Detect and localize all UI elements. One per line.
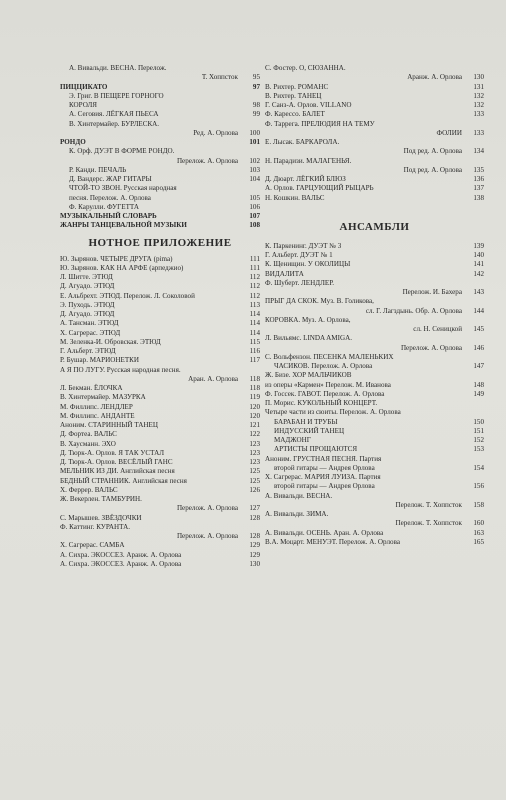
toc-entry-title: Ж. Векерлен. ТАМБУРИН. <box>60 495 142 503</box>
toc-entry <box>60 110 260 119</box>
toc-entry-page: 120 <box>249 411 260 420</box>
toc-entry-title: КОРОЛЯ <box>69 101 98 109</box>
toc-entry-page: 107 <box>249 212 260 220</box>
toc-entry <box>60 384 260 393</box>
toc-entry <box>265 297 484 306</box>
toc-entry-title: Перелож. А. Орлова <box>400 343 462 352</box>
toc-entry-title: Э. Григ. В ПЕЩЕРЕ ГОРНОГО <box>69 91 164 100</box>
toc-entry-title: С. Фостер. О, СЮЗАННА. <box>265 64 346 72</box>
toc-entry-page: 112 <box>249 282 260 291</box>
toc-entry <box>265 166 484 175</box>
toc-entry-page: 147 <box>473 362 484 370</box>
toc-entry <box>265 270 484 279</box>
toc-entry <box>60 129 260 138</box>
toc-entry-page: 126 <box>249 485 260 494</box>
toc-entry-title: В. Хинтермайер. МАЗУРКА <box>60 393 146 402</box>
toc-entry-page: 141 <box>473 260 484 269</box>
toc-entry-page: 163 <box>473 528 484 537</box>
toc-entry-title: Д. Тюрк-А. Орлов. Я ТАК УСТАЛ <box>60 448 165 457</box>
toc-entry-title: Т. Хоппсток <box>201 73 238 82</box>
toc-entry-title: БЕДНЫЙ СТРАННИК. Английская песня <box>60 476 187 485</box>
toc-entry <box>265 101 484 110</box>
toc-entry <box>60 495 260 504</box>
toc-entry-page: 152 <box>473 436 484 444</box>
toc-entry-title: А. Вивальди. ВЕСНА. Перелож. <box>69 64 167 72</box>
toc-entry <box>60 319 260 328</box>
toc-entry-page: 111 <box>249 263 260 272</box>
toc-entry <box>60 292 260 301</box>
toc-entry-page: 104 <box>249 175 260 183</box>
toc-entry-title: Г. Санз-А. Орлов. VILLANO <box>265 101 352 109</box>
toc-entry <box>265 482 484 491</box>
toc-entry <box>265 510 484 519</box>
toc-entry-title: ПРЫГ ДА СКОК. Муз. В. Голикова, <box>265 297 374 306</box>
toc-entry-page: 120 <box>249 402 260 411</box>
toc-entry <box>60 92 260 101</box>
toc-entry <box>265 455 484 464</box>
toc-entry-title: Д. Фортеа. ВАЛЬС <box>60 430 117 439</box>
toc-entry-title: ПИЦЦИКАТО <box>60 82 108 91</box>
toc-entry <box>60 467 260 476</box>
toc-entry <box>60 504 260 513</box>
toc-entry <box>60 166 260 175</box>
toc-entry-title: Аранж. А. Орлова <box>407 73 462 82</box>
toc-entry <box>60 221 260 230</box>
toc-entry <box>60 194 260 203</box>
toc-entry <box>265 316 484 325</box>
toc-entry <box>60 412 260 421</box>
section-heading-ensembles: АНСАМБЛИ <box>339 220 410 233</box>
toc-entry <box>265 427 484 436</box>
toc-entry-title: Аран. А. Орлова <box>188 374 238 383</box>
toc-entry-page: 114 <box>249 328 260 337</box>
toc-entry <box>60 514 260 523</box>
toc-entry-page: 151 <box>473 426 484 435</box>
toc-entry-title: сл. Г. Лагздынь. Обр. А. Орлова <box>365 306 462 315</box>
toc-entry <box>60 329 260 338</box>
toc-entry-page: 130 <box>249 559 260 568</box>
toc-entry-page: 116 <box>249 347 260 355</box>
toc-entry <box>265 399 484 408</box>
toc-entry <box>265 279 484 288</box>
toc-entry <box>60 101 260 110</box>
toc-entry <box>60 120 260 129</box>
toc-entry-title: М. Зеленка-И. Обровская. ЭТЮД <box>60 337 161 346</box>
toc-entry <box>265 129 484 138</box>
toc-entry-title: Ф. Карулли. ФУГЕТТА <box>69 202 140 211</box>
toc-entry-page: 123 <box>249 458 260 466</box>
toc-entry-title: М. Филлипс. АНДАНТЕ <box>60 411 135 420</box>
toc-entry-page: 145 <box>473 325 484 333</box>
toc-entry-title: МЕЛЬНИК ИЗ ДИ. Английская песня <box>60 467 175 476</box>
toc-entry-page: 139 <box>473 241 484 250</box>
toc-entry-page: 131 <box>473 82 484 91</box>
toc-entry-title: Р. Бушар. МАРИОНЕТКИ <box>60 356 140 365</box>
toc-entry <box>60 523 260 532</box>
toc-entry-title: Х. Сагрерас. ЭТЮД <box>60 328 121 337</box>
toc-entry-title: Перелож. А. Орлова <box>176 156 238 165</box>
toc-entry-page: 133 <box>473 128 484 137</box>
toc-entry-page: 127 <box>249 504 260 513</box>
toc-entry-page: 154 <box>473 463 484 472</box>
toc-entry-title: КОРОВКА. Муз. А. Орлова, <box>265 315 351 324</box>
toc-entry <box>265 325 484 334</box>
toc-entry-title: Ред. А. Орлова <box>193 128 238 137</box>
toc-entry <box>265 64 484 73</box>
toc-entry <box>60 138 260 147</box>
toc-entry <box>60 83 260 92</box>
toc-entry-title: Л. Шитте. ЭТЮД <box>60 273 113 281</box>
toc-entry <box>265 83 484 92</box>
toc-entry-title: второй гитары — Андрея Орлова <box>274 463 375 472</box>
toc-entry-title: АРТИСТЫ ПРОЩАЮТСЯ <box>274 445 358 454</box>
toc-entry-page: 112 <box>249 291 260 300</box>
toc-entry-page: 111 <box>249 254 260 263</box>
toc-entry-page: 113 <box>249 300 260 309</box>
toc-entry-title: сл. Н. Сеницкой <box>413 325 462 333</box>
toc-entry-title: Е. Альбрехт. ЭТЮД. Перелож. Л. Соколовой <box>60 291 195 300</box>
toc-entry <box>60 486 260 495</box>
toc-entry-title: Ф. Каттинг. КУРАНТА. <box>60 522 130 531</box>
toc-entry <box>265 473 484 482</box>
toc-entry-title: А. Сихра. ЭКОССЕЗ. Аранж. А. Орлова <box>60 559 182 568</box>
toc-entry-page: 133 <box>473 110 484 119</box>
left-entries-b <box>60 255 260 570</box>
toc-entry <box>60 255 260 264</box>
toc-entry-title: Д. Агуадо. ЭТЮД <box>60 310 115 318</box>
toc-entry <box>265 344 484 353</box>
toc-entry-page: 95 <box>252 73 260 82</box>
toc-entry <box>265 307 484 316</box>
toc-entry-title: Х. Сагрерас. МАРИЯ ЛУИЗА. Партия <box>265 473 381 481</box>
toc-entry <box>60 310 260 319</box>
toc-entry <box>265 251 484 260</box>
toc-entry <box>60 147 260 156</box>
toc-entry <box>60 282 260 291</box>
toc-entry <box>60 440 260 449</box>
toc-entry-page: 112 <box>249 273 260 281</box>
toc-entry-title: ИНДУССКИЙ ТАНЕЦ <box>274 426 345 435</box>
toc-entry <box>265 408 484 417</box>
toc-entry <box>265 120 484 129</box>
toc-entry-page: 160 <box>473 519 484 528</box>
toc-entry-title: ЧАСИКОВ. Перелож. А. Орлова <box>274 362 373 370</box>
right-entries-b <box>265 242 484 547</box>
toc-entry-title: ЖАНРЫ ТАНЦЕВАЛЬНОЙ МУЗЫКИ <box>60 221 187 230</box>
toc-entry-title: песня. Перелож. А. Орлова <box>69 193 151 202</box>
toc-entry-title: А. Вивальди. ВЕСНА. <box>265 491 333 500</box>
toc-entry <box>60 532 260 541</box>
toc-entry-title: С. Вольфензон. ПЕСЕНКА МАЛЕНЬКИХ <box>265 352 394 361</box>
toc-entry-title: Перелож. А. Орлова <box>176 532 238 540</box>
toc-entry <box>265 110 484 119</box>
toc-entry-page: 156 <box>473 482 484 491</box>
toc-entry <box>60 184 260 193</box>
right-entries-a <box>265 64 484 203</box>
toc-entry-title: Ю. Зырянов. КАК НА АРФЕ (арпеджио) <box>60 263 184 272</box>
toc-entry <box>60 375 260 384</box>
toc-entry-title: Четыре части из сюиты. Перелож. А. Орлова <box>265 408 401 417</box>
toc-entry-title: Е. Лысак. БАРКАРОЛА. <box>265 138 340 146</box>
toc-entry-title: Ф. Таррега. ПРЕЛЮДИЯ НА ТЕМУ <box>265 119 375 128</box>
left-column <box>60 64 260 569</box>
toc-entry-page: 149 <box>473 389 484 398</box>
toc-entry-page: 118 <box>249 374 260 383</box>
toc-entry-page: 123 <box>249 448 260 457</box>
toc-entry <box>60 403 260 412</box>
toc-entry-title: Г. Альберт. ДУЭТ № 1 <box>265 251 333 259</box>
toc-entry-title: А. Сихра. ЭКОССЕЗ. Аранж. А. Орлова <box>60 550 182 559</box>
toc-entry <box>265 288 484 297</box>
toc-entry-page: 135 <box>473 165 484 174</box>
toc-entry-title: Ф. Госсек. ГАВОТ. Перелож. А. Орлова <box>265 389 385 398</box>
toc-entry <box>265 92 484 101</box>
toc-entry-page: 146 <box>473 343 484 352</box>
toc-entry-page: 136 <box>473 175 484 183</box>
toc-entry <box>60 212 260 221</box>
toc-entry <box>265 73 484 82</box>
toc-entry-title: А Я ПО ЛУГУ. Русская народная песня. <box>60 365 181 374</box>
toc-entry-title: Ф. Шуберт. ЛЕНДЛЕР. <box>265 278 335 287</box>
toc-entry <box>265 464 484 473</box>
toc-entry-page: 134 <box>473 147 484 156</box>
toc-entry-title: В.А. Моцарт. МЕНУЭТ. Перелож. А. Орлова <box>265 537 400 546</box>
toc-entry <box>60 541 260 550</box>
toc-entry-page: 128 <box>249 513 260 522</box>
toc-entry-page: 103 <box>249 165 260 174</box>
toc-entry-title: Ф. Карессо. БАЛЕТ <box>265 110 325 119</box>
toc-entry-title: А. Тансман. ЭТЮД <box>60 319 119 328</box>
section-heading-sheet-music: НОТНОЕ ПРИЛОЖЕНИЕ <box>88 236 232 249</box>
toc-entry-page: 130 <box>473 73 484 82</box>
toc-entry-title: ФОЛИИ <box>436 128 462 137</box>
toc-entry <box>60 551 260 560</box>
toc-entry <box>60 157 260 166</box>
toc-entry-title: Под ред. А. Орлова <box>403 165 462 174</box>
toc-entry-title: Х. Сагрерас. САМБА <box>60 541 125 550</box>
toc-entry-page: 115 <box>249 337 260 346</box>
toc-entry <box>265 362 484 371</box>
toc-entry <box>60 449 260 458</box>
toc-entry-page: 97 <box>252 82 260 91</box>
toc-entry <box>265 390 484 399</box>
toc-entry-title: К. Паркенинг. ДУЭТ № 3 <box>265 241 342 250</box>
toc-entry-title: А. Вивальди. ЗИМА. <box>265 510 329 518</box>
toc-entry-title: Д. Вандерс. ЖАР ГИТАРЫ <box>69 175 152 183</box>
toc-entry-title: БАРАБАН И ТРУБЫ <box>274 417 338 426</box>
toc-entry-title: Ю. Зырянов. ЧЕТЫРЕ ДРУГА (pima) <box>60 254 173 263</box>
toc-entry-page: 129 <box>249 550 260 559</box>
toc-entry-title: МУЗЫКАЛЬНЫЙ СЛОВАРЬ <box>60 212 157 220</box>
toc-entry-page: 125 <box>249 476 260 485</box>
toc-entry-page: 123 <box>249 439 260 448</box>
toc-entry <box>60 338 260 347</box>
toc-entry <box>265 519 484 528</box>
toc-entry <box>265 492 484 501</box>
left-entries-a <box>60 64 260 231</box>
toc-entry-title: А. Вивальди. ОСЕНЬ. Аран. А. Орлова <box>265 528 384 537</box>
toc-entry-title: Л. Вильямс. LINDA AMIGA. <box>265 334 352 343</box>
toc-entry-title: Н. Парадизи. МАЛАГЕНЬЯ. <box>265 156 352 165</box>
toc-entry-page: 118 <box>249 384 260 392</box>
toc-entry-page: 165 <box>473 537 484 546</box>
toc-entry <box>265 436 484 445</box>
toc-entry-title: Перелож. Т. Хоппсток <box>395 500 462 509</box>
toc-entry <box>265 353 484 362</box>
toc-entry-page: 98 <box>252 101 260 109</box>
toc-entry <box>265 501 484 510</box>
toc-entry-title: Ж. Бизе. ХОР МАЛЬЧИКОВ <box>265 371 352 380</box>
toc-entry <box>60 421 260 430</box>
toc-entry-title: М. Филлипс. ЛЕНДЛЕР <box>60 402 133 411</box>
toc-entry-title: Р. Канди. ПЕЧАЛЬ <box>69 165 127 174</box>
toc-entry-title: Д. Агуадо. ЭТЮД <box>60 282 115 291</box>
toc-entry-title: А. Орлов. ГАРЦУЮЩИЙ РЫЦАРЬ <box>265 184 374 193</box>
toc-entry <box>60 477 260 486</box>
toc-entry-page: 105 <box>249 193 260 202</box>
toc-entry-title: ВИДАЛИТА <box>265 269 304 278</box>
toc-entry <box>265 418 484 427</box>
toc-entry-title: Н. Кошкин. ВАЛЬС <box>265 193 325 202</box>
toc-entry-page: 108 <box>249 221 260 230</box>
toc-entry-page: 100 <box>249 128 260 137</box>
toc-entry <box>265 147 484 156</box>
toc-entry-title: МАДЖОНГ <box>274 436 311 444</box>
toc-entry-page: 137 <box>473 184 484 193</box>
toc-entry <box>265 445 484 454</box>
toc-entry-title: Под ред. А. Орлова <box>403 147 462 156</box>
toc-entry-title: Д. Дюарт. ЛЁГКИЙ БЛЮЗ <box>265 175 346 183</box>
toc-entry-page: 114 <box>249 310 260 318</box>
toc-entry-title: С. Марышев. ЗВЁЗДОЧКИ <box>60 513 142 522</box>
toc-entry <box>265 184 484 193</box>
toc-entry-page: 114 <box>249 319 260 328</box>
toc-entry-page: 132 <box>473 101 484 109</box>
toc-entry <box>265 157 484 166</box>
toc-entry-page: 122 <box>249 430 260 439</box>
toc-entry-page: 142 <box>473 269 484 278</box>
toc-entry-page: 132 <box>473 91 484 100</box>
toc-entry-page: 121 <box>249 421 260 429</box>
toc-entry-title: А. Сеговия. ЛЁГКАЯ ПЬЕСА <box>69 110 159 119</box>
toc-entry-title: В. Рихтер. ТАНЕЦ <box>265 91 322 100</box>
toc-entry-title: Аноним. ГРУСТНАЯ ПЕСНЯ. Партия <box>265 454 382 463</box>
toc-entry-title: РОНДО <box>60 138 86 146</box>
toc-entry <box>60 64 260 73</box>
toc-entry <box>60 393 260 402</box>
toc-entry <box>265 242 484 251</box>
toc-entry-title: Э. Пуходь. ЭТЮД <box>60 300 115 309</box>
toc-entry-title: Аноним. СТАРИННЫЙ ТАНЕЦ <box>60 421 159 429</box>
toc-entry-page: 144 <box>473 306 484 315</box>
toc-entry-page: 128 <box>249 532 260 540</box>
toc-entry <box>60 203 260 212</box>
toc-entry <box>265 334 484 343</box>
toc-entry <box>265 381 484 390</box>
toc-entry-title: Х. Феррер. ВАЛЬС <box>60 485 118 494</box>
toc-entry-page: 140 <box>473 251 484 259</box>
toc-entry-title: В. Хинтермайер. БУРЛЕСКА. <box>69 119 160 128</box>
toc-entry-page: 138 <box>473 193 484 202</box>
toc-entry-page: 125 <box>249 467 260 476</box>
toc-entry-page: 148 <box>473 380 484 389</box>
toc-entry <box>60 458 260 467</box>
toc-entry <box>60 301 260 310</box>
toc-entry-page: 117 <box>249 356 260 365</box>
right-column <box>265 64 484 547</box>
toc-entry-title: второй гитары — Андрея Орлова <box>274 482 375 491</box>
toc-entry <box>60 366 260 375</box>
toc-entry <box>265 175 484 184</box>
toc-entry-title: В. Хаусманн. ЭХО <box>60 439 116 448</box>
toc-entry-title: Перелож. И. Бахера <box>402 288 462 296</box>
toc-entry-title: В. Рихтер. РОМАНС <box>265 82 329 91</box>
toc-entry-page: 143 <box>473 288 484 296</box>
toc-entry-title: ЧТОЙ-ТО ЗВОН. Русская народная <box>69 184 177 193</box>
toc-entry <box>60 175 260 184</box>
toc-entry-page: 101 <box>249 138 260 146</box>
toc-entry-title: К. Орф. ДУЭТ В ФОРМЕ РОНДО. <box>69 147 175 156</box>
toc-entry-page: 119 <box>249 393 260 402</box>
toc-entry-title: Л. Бекман. ЁЛОЧКА <box>60 384 123 392</box>
toc-entry-page: 150 <box>473 417 484 426</box>
toc-entry-page: 153 <box>473 445 484 454</box>
toc-entry-page: 158 <box>473 500 484 509</box>
toc-entry-title: Перелож. Т. Хоппсток <box>395 519 462 528</box>
toc-entry <box>265 371 484 380</box>
toc-entry <box>60 560 260 569</box>
toc-entry <box>60 73 260 82</box>
toc-entry-page: 102 <box>249 156 260 165</box>
toc-entry <box>60 356 260 365</box>
toc-entry <box>265 194 484 203</box>
toc-entry-title: Перелож. А. Орлова <box>176 504 238 513</box>
toc-entry-title: из оперы «Кармен» Перелож. М. Иванова <box>265 380 391 389</box>
toc-entry <box>265 138 484 147</box>
toc-entry <box>60 347 260 356</box>
toc-entry-title: Г. Альберт. ЭТЮД <box>60 347 116 355</box>
toc-entry <box>60 264 260 273</box>
toc-entry-page: 99 <box>252 110 260 119</box>
toc-entry-title: П. Морис. КУКОЛЬНЫЙ КОНЦЕРТ. <box>265 399 378 407</box>
toc-entry-title: К. Щенищин. У ОКОЛИЦЫ <box>265 260 351 269</box>
toc-entry <box>265 529 484 538</box>
toc-entry <box>60 273 260 282</box>
toc-entry-page: 106 <box>249 202 260 211</box>
toc-entry <box>265 260 484 269</box>
toc-entry-title: Д. Тюрк-А. Орлов. ВЕСЁЛЫЙ ГАНС <box>60 458 173 466</box>
toc-entry <box>60 430 260 439</box>
toc-entry-page: 129 <box>249 541 260 550</box>
toc-entry <box>265 538 484 547</box>
